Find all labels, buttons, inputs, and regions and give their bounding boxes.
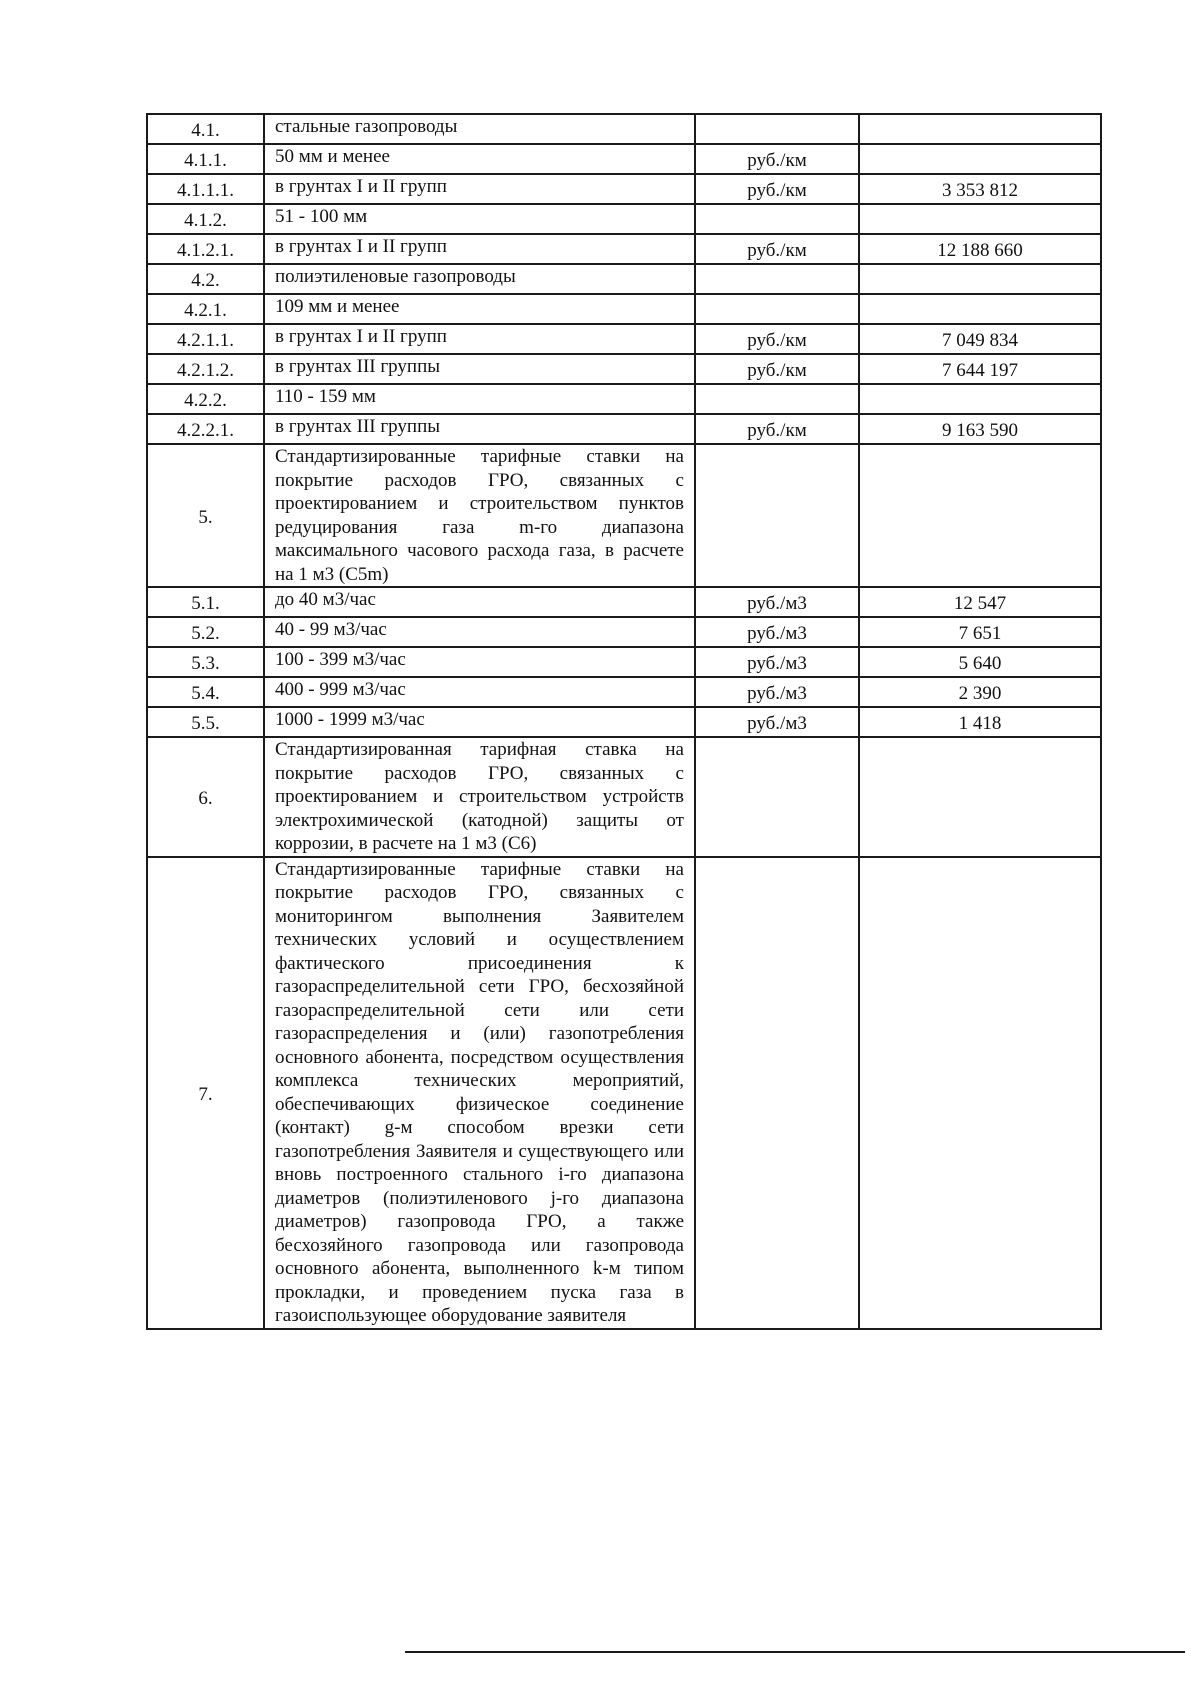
row-name: в грунтах III группы [264,354,695,384]
table-row [147,144,1101,174]
row-value [859,737,1101,857]
row-value: 7 644 197 [859,354,1101,384]
tariff-table [146,113,1102,1330]
table-row [147,737,1101,857]
row-unit: руб./км [695,234,859,264]
table-row [147,444,1101,587]
row-value [859,204,1101,234]
row-unit [695,294,859,324]
row-number: 4.1. [147,114,264,144]
table-row [147,707,1101,737]
row-number: 5.2. [147,617,264,647]
row-unit: руб./м3 [695,677,859,707]
row-number: 4.2.1.2. [147,354,264,384]
row-value: 3 353 812 [859,174,1101,204]
row-value: 7 651 [859,617,1101,647]
row-name: Стандартизированная тарифная ставка на покрытие расходов ГРО, связанных с проектированием и строительством устройств электрохимической (катодной) защиты от коррозии, в расчете на 1 м3 (С6) [264,737,695,857]
row-number: 4.2. [147,264,264,294]
row-value [859,114,1101,144]
row-unit: руб./м3 [695,617,859,647]
row-number: 4.2.1. [147,294,264,324]
row-name: Стандартизированные тарифные ставки на покрытие расходов ГРО, связанных с проектированием и строительством пунктов редуцирования газа m-го диапазона максимального часового расхода газа, в расчете на 1 м3 (С5m) [264,444,695,587]
row-name: до 40 м3/час [264,587,695,617]
row-unit [695,114,859,144]
table-row [147,354,1101,384]
row-unit [695,204,859,234]
row-number: 7. [147,857,264,1329]
table-row [147,414,1101,444]
row-value: 12 547 [859,587,1101,617]
row-name: в грунтах I и II групп [264,174,695,204]
row-name: полиэтиленовые газопроводы [264,264,695,294]
row-value [859,144,1101,174]
table-row [147,114,1101,144]
row-unit: руб./км [695,144,859,174]
row-number: 5. [147,444,264,587]
table-row [147,647,1101,677]
row-name: стальные газопроводы [264,114,695,144]
row-unit: руб./м3 [695,647,859,677]
row-unit [695,857,859,1329]
row-name: в грунтах III группы [264,414,695,444]
footer-rule [405,1651,1185,1653]
row-unit [695,384,859,414]
row-number: 4.2.2. [147,384,264,414]
row-unit: руб./км [695,354,859,384]
row-unit: руб./м3 [695,587,859,617]
table-row [147,174,1101,204]
row-value: 9 163 590 [859,414,1101,444]
row-number: 4.1.1.1. [147,174,264,204]
row-unit: руб./км [695,324,859,354]
row-name: 51 - 100 мм [264,204,695,234]
table-row [147,234,1101,264]
row-number: 4.1.2. [147,204,264,234]
row-name: в грунтах I и II групп [264,234,695,264]
table-row [147,587,1101,617]
row-unit [695,264,859,294]
table-row [147,294,1101,324]
row-name: 40 - 99 м3/час [264,617,695,647]
row-value: 7 049 834 [859,324,1101,354]
row-name: в грунтах I и II групп [264,324,695,354]
row-number: 5.3. [147,647,264,677]
table-row [147,264,1101,294]
table-row [147,204,1101,234]
row-name: 100 - 399 м3/час [264,647,695,677]
row-number: 5.5. [147,707,264,737]
row-value: 2 390 [859,677,1101,707]
row-unit [695,737,859,857]
table-row [147,324,1101,354]
row-number: 5.4. [147,677,264,707]
row-value [859,294,1101,324]
row-number: 4.2.1.1. [147,324,264,354]
row-number: 4.1.1. [147,144,264,174]
row-value [859,264,1101,294]
row-name: 1000 - 1999 м3/час [264,707,695,737]
row-name: 110 - 159 мм [264,384,695,414]
table-row [147,384,1101,414]
row-number: 4.2.2.1. [147,414,264,444]
table-row [147,857,1101,1329]
row-number: 4.1.2.1. [147,234,264,264]
row-name: 50 мм и менее [264,144,695,174]
row-number: 6. [147,737,264,857]
row-value: 1 418 [859,707,1101,737]
row-unit: руб./км [695,174,859,204]
row-name: Стандартизированные тарифные ставки на покрытие расходов ГРО, связанных с мониторингом выполнения Заявителем технических условий и осуществлением фактического присоединения к газораспределительной сети ГРО, бесхозяйной газораспределительной сети или сети газораспределения и (или) газопотребления основного абонента, посредством осуществления комплекса технических мероприятий, обеспечивающих физическое соединение (контакт) g-м способом врезки сети газопотребления Заявителя и существующего или вновь построенного стального i-го диапазона диаметров (полиэтиленового j-го диапазона диаметров) газопровода ГРО, а также бесхозяйного газопровода или газопровода основного абонента, выполненного k-м типом прокладки, и проведением пуска газа в газоиспользующее оборудование заявителя [264,857,695,1329]
row-value [859,444,1101,587]
row-value: 5 640 [859,647,1101,677]
row-name: 400 - 999 м3/час [264,677,695,707]
table-row [147,677,1101,707]
row-number: 5.1. [147,587,264,617]
row-unit: руб./км [695,414,859,444]
row-unit [695,444,859,587]
row-name: 109 мм и менее [264,294,695,324]
row-value: 12 188 660 [859,234,1101,264]
row-value [859,384,1101,414]
row-value [859,857,1101,1329]
table-row [147,617,1101,647]
row-unit: руб./м3 [695,707,859,737]
